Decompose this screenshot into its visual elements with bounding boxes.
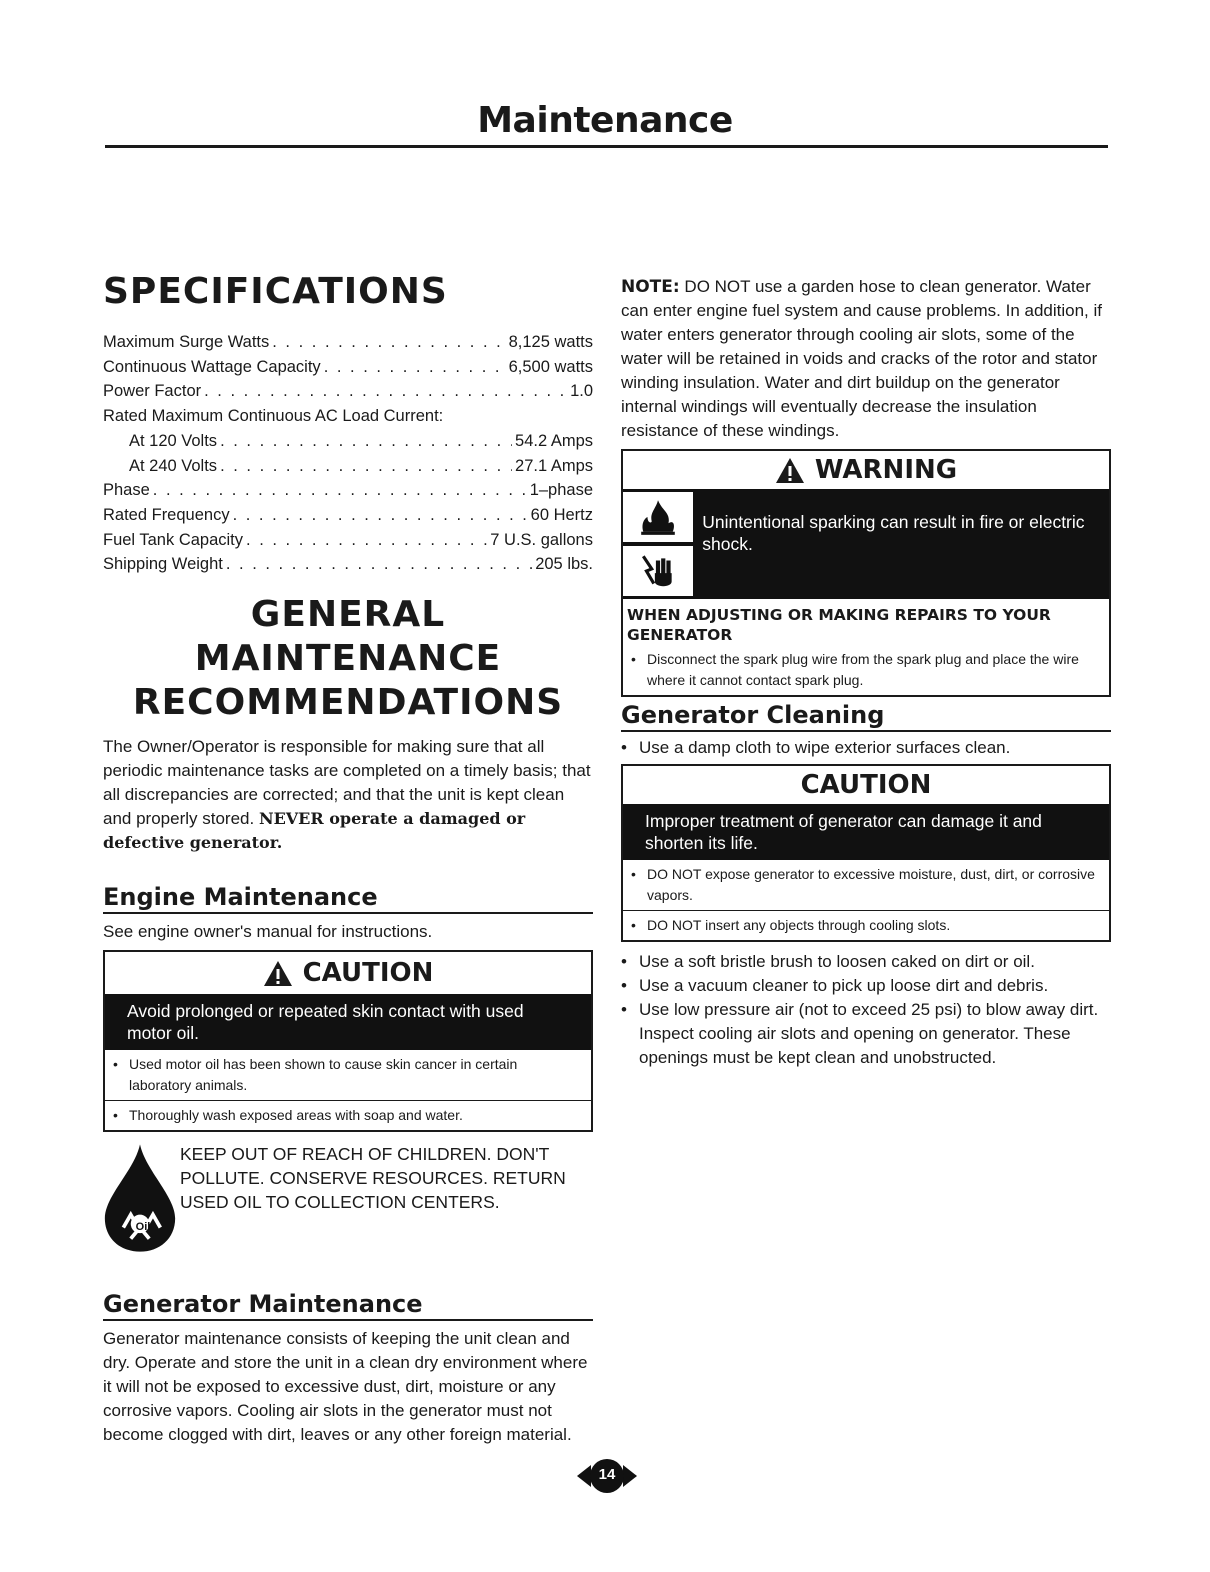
list-item: • DO NOT expose generator to excessive moisture, dust, dirt, or corrosive vapors. [631,866,1095,903]
spec-value: 205 lbs. [535,555,593,574]
general-maintenance-heading-2: RECOMMENDATIONS [132,682,564,724]
electric-shock-icon [623,546,693,596]
list-item: • Thoroughly wash exposed areas with soap and water. [113,1107,463,1124]
spec-value: 8,125 watts [508,333,593,351]
cleaning-first-bullet [621,736,1111,760]
list-item: • DO NOT insert any objects through cooling slots. [631,917,951,933]
alert-triangle-icon [263,960,293,987]
spec-label: Fuel Tank Capacity [103,530,244,549]
spec-label: Phase [103,481,150,500]
warning-subhead: WHEN ADJUSTING OR MAKING REPAIRS TO YOUR GENERATOR [627,606,1051,644]
warning-band [623,489,1109,599]
specifications-heading: SPECIFICATIONS [103,271,448,312]
list-item: • Use a soft bristle brush to loosen caked on dirt or oil. [621,952,1035,971]
cleaning-caution-box [621,764,1111,942]
spec-label: Continuous Wattage Capacity [103,357,321,376]
spec-leader-dots [220,454,512,479]
specifications-table [103,330,593,577]
list-item: • Use a damp cloth to wipe exterior surfaces clean. [621,738,1011,757]
oil-recycle-icon [103,1142,177,1254]
spec-value: 54.2 Amps [515,431,593,450]
spec-leader-dots [220,429,512,454]
spec-row [103,330,593,355]
spec-row [103,552,593,577]
spec-label: Shipping Weight [103,555,223,574]
note-label: NOTE: [621,277,680,297]
list-item: • Use a vacuum cleaner to pick up loose dirt and debris. [621,976,1049,995]
list-item: • Use low pressure air (not to exceed 25 psi) to blow away dirt. Inspect cooling air slots and opening on generator. These openings must be kept clean and unobstructed. [621,1000,1099,1067]
spec-value: 7 U.S. gallons [490,530,593,549]
left-column [103,270,593,1447]
engine-caution-box [103,950,593,1132]
spec-label: At 120 Volts [129,431,218,450]
spec-leader-dots [153,478,527,503]
engine-maintenance-text: See engine owner's manual for instructions. [103,922,433,942]
engine-caution-header [105,952,591,994]
cleaning-caution-header [623,766,1109,804]
general-maintenance-heading-1: GENERAL MAINTENANCE [194,594,502,680]
spec-value: 1.0 [570,382,593,401]
fire-icon [623,492,693,542]
engine-caution-title: CAUTION [302,958,434,989]
right-column [621,275,1111,1070]
warning-band-text: Unintentional sparking can result in fire or electric shock. [702,512,1085,554]
oil-notice-text: KEEP OUT OF REACH OF CHILDREN. DON'T POLLUTE. CONSERVE RESOURCES. RETURN USED OIL TO COLLECTION CENTERS. [180,1144,566,1213]
general-intro-bold: NEVER operate a damaged or defective generator. [103,809,526,853]
spec-row [103,355,593,380]
list-divider [105,1100,591,1101]
list-divider [623,910,1109,911]
page-title: Maintenance [477,100,733,141]
list-item: • Used motor oil has been shown to cause skin cancer in certain laboratory animals. [113,1056,518,1094]
general-intro [103,735,593,855]
general-intro-text: The Owner/Operator is responsible for making sure that all periodic maintenance tasks are completed on a timely basis; that all discrepancies are corrected; and that the unit is kept clean and properly stored. [103,737,591,829]
note-paragraph [621,275,1111,443]
engine-caution-band: Avoid prolonged or repeated skin contact with used motor oil. [105,994,591,1050]
generator-maintenance-text: Generator maintenance consists of keeping the unit clean and dry. Operate and store the unit in a clean dry environment where it will not be exposed to excessive dust, dirt, moisture or any corrosive vapors. Cooling air slots in the generator must not become clogged with dirt, leaves or any other foreign material. [103,1329,588,1445]
warning-header [623,451,1109,489]
list-item: • Disconnect the spark plug wire from the spark plug and place the wire where it cannot contact spark plug. [631,651,1079,688]
spec-label: At 240 Volts [129,456,218,475]
spec-row [103,379,593,404]
spec-label: Rated Maximum Continuous AC Load Current: [103,407,444,426]
cleaning-caution-title: CAUTION [800,770,932,800]
spec-leader-dots [246,528,487,553]
title-divider [105,145,1108,148]
spec-leader-dots [324,355,506,380]
spec-row [103,404,593,429]
spec-row [103,528,593,553]
spec-value: 6,500 watts [508,357,593,376]
warning-list [623,647,1109,695]
page-number: 14 [598,1466,616,1483]
spec-leader-dots [233,503,528,528]
spec-leader-dots [204,379,567,404]
cleaning-caution-band: Improper treatment of generator can damage it and shorten its life. [623,804,1109,860]
engine-maintenance-heading: Engine Maintenance [103,883,593,914]
alert-triangle-icon [775,457,805,484]
generator-maintenance-heading: Generator Maintenance [103,1290,593,1321]
page-number-badge [577,1457,637,1495]
spec-leader-dots [272,330,505,355]
spec-row [103,454,593,479]
spec-value: 27.1 Amps [515,456,593,475]
spec-label: Rated Frequency [103,505,230,524]
warning-icons [623,489,696,599]
warning-title: WARNING [814,455,958,485]
spec-label: Maximum Surge Watts [103,333,270,351]
spec-value: 60 Hertz [530,505,593,524]
generator-cleaning-heading: Generator Cleaning [621,701,1111,732]
spec-label: Power Factor [103,382,202,401]
spec-value: 1–phase [529,481,593,500]
spec-row [103,503,593,528]
cleaning-bullets [621,950,1111,1070]
spec-row [103,478,593,503]
cleaning-caution-list [623,860,1109,940]
oil-recycle-notice [103,1142,593,1260]
engine-caution-list [105,1050,591,1130]
note-text: DO NOT use a garden hose to clean generator. Water can enter engine fuel system and cause problems. In addition, if water enters generator through cooling air slots, some of the water will be retained in voids and cracks of the rotor and stator winding insulation. Water and dirt buildup on the generator internal windings will eventually decrease the insulation resistance of these windings. [621,277,1103,440]
oil-logo-label: Oil [135,1221,151,1234]
spec-leader-dots [226,552,532,577]
spec-row [103,429,593,454]
warning-box [621,449,1111,697]
